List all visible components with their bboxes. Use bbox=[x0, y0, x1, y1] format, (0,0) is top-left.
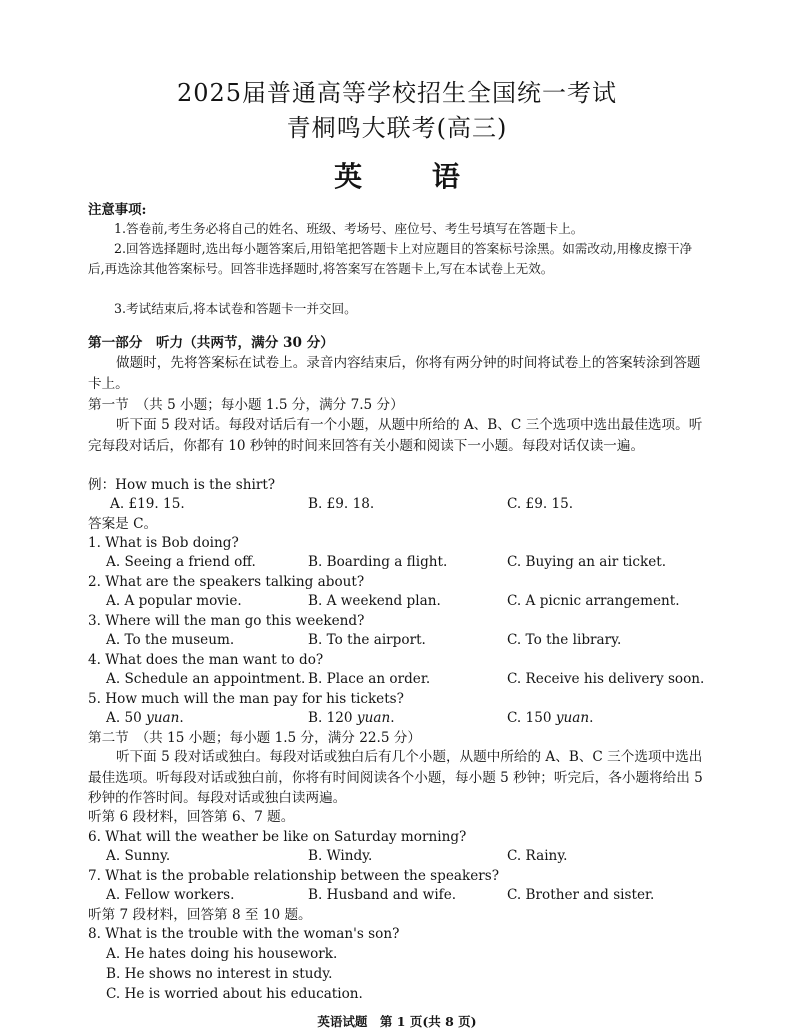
q5-option-c-amount: C. 150 bbox=[507, 710, 552, 726]
question-6: 6. What will the weather be like on Saturday morning? bbox=[88, 829, 467, 845]
question-5: 5. How much will the man pay for his tickets? bbox=[88, 691, 404, 707]
q1-option-c: C. Buying an air ticket. bbox=[507, 554, 667, 570]
section1-intro: 听下面 5 段对话。每段对话后有一个小题，从题中所给的 A、B、C 三个选项中选出最佳选项。听完每段对话后，你都有 10 秒钟的时间来回答有关小题和阅读下一小题。每段对话仅读一遍。 bbox=[88, 417, 703, 454]
q7-option-c: C. Brother and sister. bbox=[507, 887, 655, 903]
q6-option-a: A. Sunny. bbox=[106, 848, 171, 864]
example-option-b: B. £9. 18. bbox=[308, 496, 375, 512]
notice-item-3: 3.考试结束后,将本试卷和答题卡一并交回。 bbox=[114, 301, 357, 316]
page-footer: 英语试题 第 1 页(共 8 页) bbox=[317, 1014, 477, 1029]
q4-option-b: B. Place an order. bbox=[308, 671, 431, 687]
section2-intro: 听下面 5 段对话或独白。每段对话或独白后有几个小题，从题中所给的 A、B、C 三个选项中选出最佳选项。听每段对话或独白前，你将有时间阅读各个小题，每小题 5 秒钟；听完后，各小题将给出 5 秒钟的作答时间。每段对话或独白读两遍。 bbox=[88, 749, 703, 806]
section2-heading: 第二节 （共 15 小题；每小题 1.5 分，满分 22.5 分） bbox=[88, 730, 421, 746]
question-2: 2. What are the speakers talking about? bbox=[88, 574, 365, 590]
q5-option-c: C. 150 yuan. bbox=[507, 710, 594, 726]
q3-option-b: B. To the airport. bbox=[308, 632, 426, 648]
part1-heading: 第一部分 听力（共两节，满分 30 分） bbox=[88, 335, 334, 351]
q8-option-b: B. He shows no interest in study. bbox=[106, 966, 333, 982]
q1-option-a: A. Seeing a friend off. bbox=[106, 554, 256, 570]
q6-option-b: B. Windy. bbox=[308, 848, 373, 864]
section1-heading: 第一节 （共 5 小题；每小题 1.5 分，满分 7.5 分） bbox=[88, 397, 404, 413]
q7-option-b: B. Husband and wife. bbox=[308, 887, 457, 903]
part1-intro: 做题时，先将答案标在试卷上。录音内容结束后，你将有两分钟的时间将试卷上的答案转涂到答题卡上。 bbox=[88, 355, 701, 392]
q2-option-a: A. A popular movie. bbox=[106, 593, 242, 609]
question-7: 7. What is the probable relationship between the speakers? bbox=[88, 868, 500, 884]
q5-option-a-amount: A. 50 bbox=[106, 710, 142, 726]
q2-option-c: C. A picnic arrangement. bbox=[507, 593, 680, 609]
example-answer: 答案是 C。 bbox=[88, 516, 158, 532]
question-3: 3. Where will the man go this weekend? bbox=[88, 613, 365, 629]
question-4: 4. What does the man want to do? bbox=[88, 652, 324, 668]
q3-option-a: A. To the museum. bbox=[106, 632, 235, 648]
q3-option-c: C. To the library. bbox=[507, 632, 622, 648]
material-7: 听第 7 段材料，回答第 8 至 10 题。 bbox=[88, 907, 312, 923]
q4-option-a: A. Schedule an appointment. bbox=[106, 671, 306, 687]
question-8: 8. What is the trouble with the woman's son? bbox=[88, 926, 400, 942]
example-question: 例：How much is the shirt? bbox=[88, 477, 276, 493]
q5-option-b-unit: yuan bbox=[356, 710, 391, 726]
notice-heading: 注意事项: bbox=[88, 202, 147, 218]
question-1: 1. What is Bob doing? bbox=[88, 535, 239, 551]
notice-item-2: 2.回答选择题时,选出每小题答案后,用铅笔把答题卡上对应题目的答案标号涂黑。如需改动,用橡皮擦干净后,再选涂其他答案标号。回答非选择题时,将答案写在答题卡上,写在本试卷上无效。 bbox=[88, 241, 693, 276]
q6-option-c: C. Rainy. bbox=[507, 848, 568, 864]
q1-option-b: B. Boarding a flight. bbox=[308, 554, 448, 570]
q4-option-c: C. Receive his delivery soon. bbox=[507, 671, 705, 687]
example-option-c: C. £9. 15. bbox=[507, 496, 574, 512]
q8-option-c: C. He is worried about his education. bbox=[106, 986, 363, 1002]
notice-item-1: 1.答卷前,考生务必将自己的姓名、班级、考场号、座位号、考生号填写在答题卡上。 bbox=[114, 221, 584, 236]
subject-title: 英 语 bbox=[334, 160, 490, 193]
q5-option-b-amount: B. 120 bbox=[308, 710, 353, 726]
material-6: 听第 6 段材料，回答第 6、7 题。 bbox=[88, 809, 295, 825]
q5-option-a: A. 50 yuan. bbox=[106, 710, 184, 726]
q5-option-c-unit: yuan bbox=[555, 710, 590, 726]
exam-subtitle: 青桐鸣大联考(高三) bbox=[286, 114, 508, 142]
q2-option-b: B. A weekend plan. bbox=[308, 593, 441, 609]
exam-title: 2025届普通高等学校招生全国统一考试 bbox=[176, 79, 618, 107]
q5-option-a-unit: yuan bbox=[146, 710, 180, 726]
example-option-a: A. £19. 15. bbox=[110, 496, 185, 512]
q5-option-b: B. 120 yuan. bbox=[308, 710, 395, 726]
q8-option-a: A. He hates doing his housework. bbox=[106, 946, 338, 962]
q7-option-a: A. Fellow workers. bbox=[106, 887, 235, 903]
